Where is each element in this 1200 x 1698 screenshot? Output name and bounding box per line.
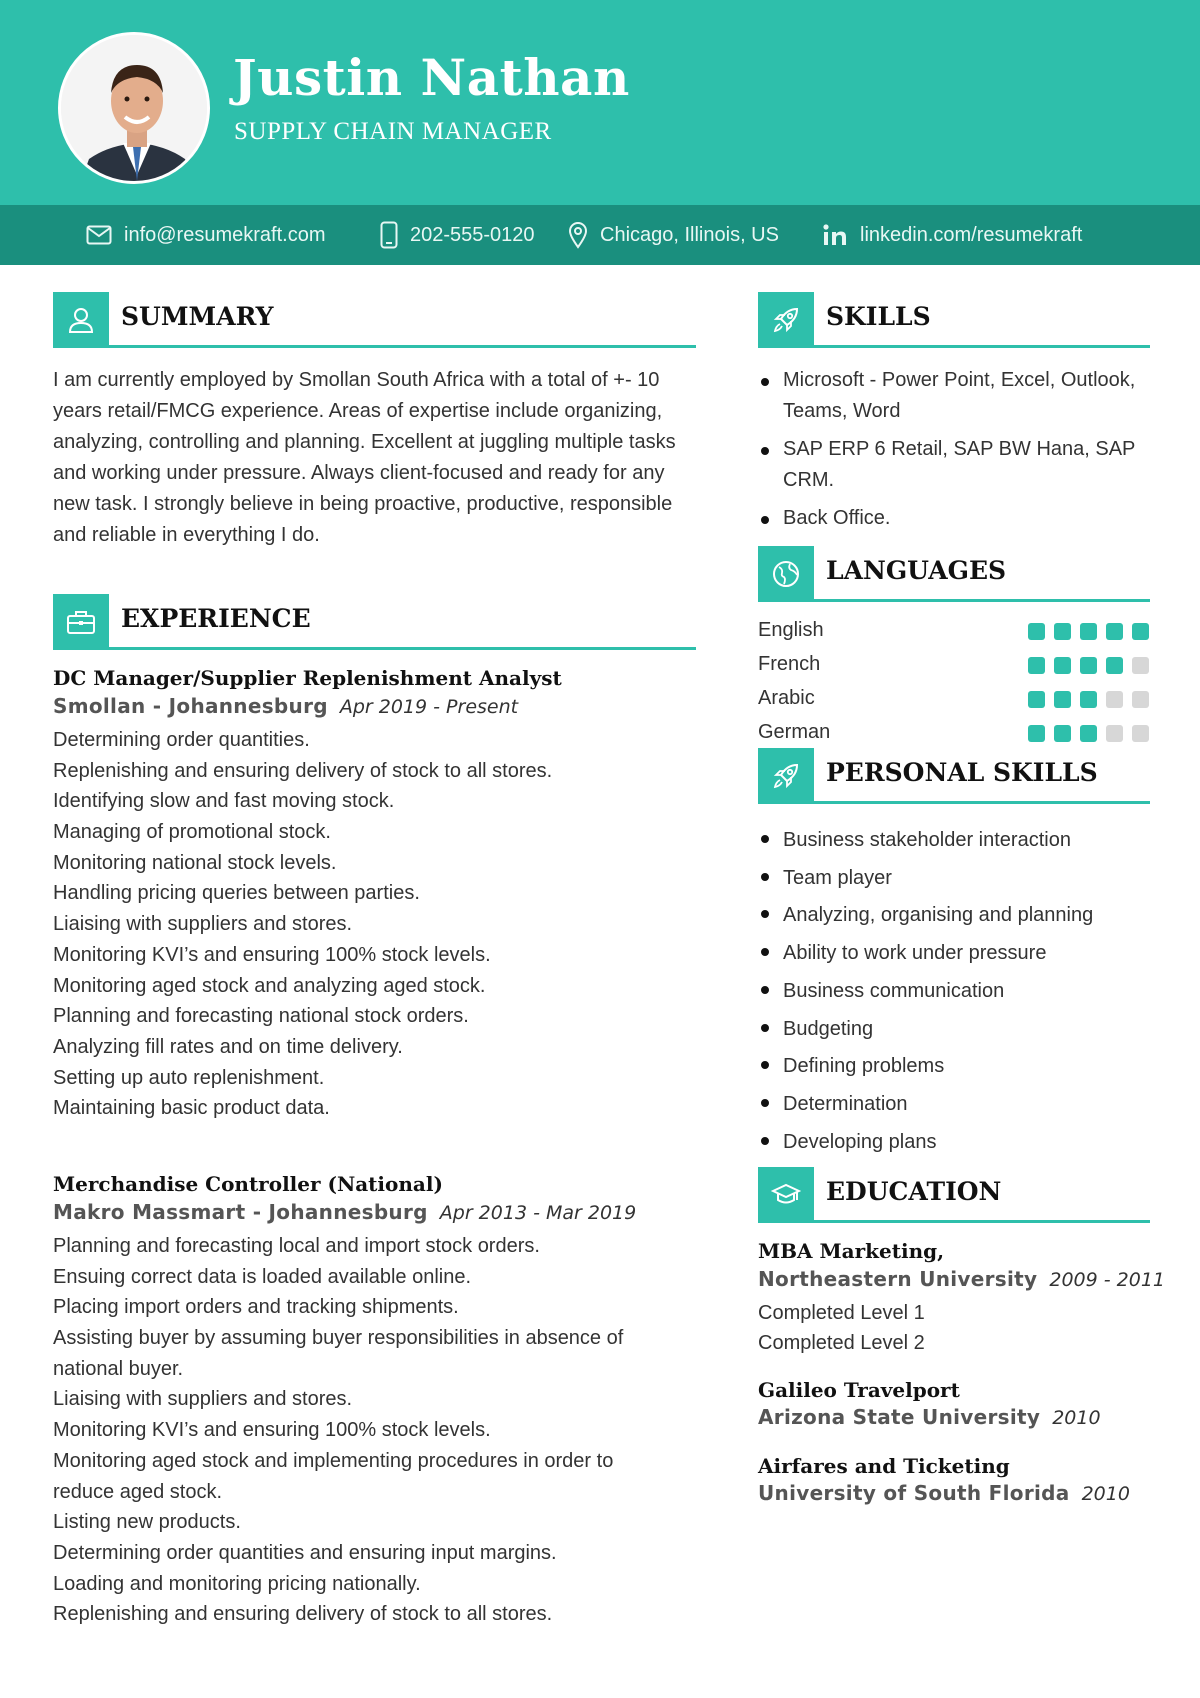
- location-text: Chicago, Illinois, US: [600, 223, 779, 246]
- list-item: Handling pricing queries between parties.: [53, 882, 420, 905]
- education-school: Northeastern University: [758, 1267, 1038, 1291]
- rocket-icon: [771, 761, 801, 791]
- list-item: Loading and monitoring pricing nationally.: [53, 1572, 421, 1595]
- skills-title: SKILLS: [826, 302, 931, 331]
- list-item: SAP ERP 6 Retail, SAP BW Hana, SAP CRM.: [758, 434, 1153, 496]
- job-duties-list: [53, 1231, 623, 1630]
- language-row: [758, 685, 1153, 715]
- rocket-icon: [771, 305, 801, 335]
- list-item: Ability to work under pressure: [758, 935, 1153, 973]
- education-details: [758, 1298, 925, 1358]
- education-title: EDUCATION: [826, 1177, 1002, 1206]
- level-dot-filled: [1028, 725, 1045, 742]
- job-title: Merchandise Controller (National): [53, 1172, 443, 1196]
- education-school: Arizona State University: [758, 1405, 1041, 1429]
- list-item: Monitoring aged stock and implementing procedures in order to: [53, 1449, 614, 1472]
- level-dot-empty: [1132, 725, 1149, 742]
- section-divider: [814, 801, 1150, 804]
- list-item: Maintaining basic product data.: [53, 1097, 330, 1120]
- list-item: Listing new products.: [53, 1511, 241, 1534]
- globe-icon: [771, 559, 801, 589]
- skills-section-header: [758, 292, 1150, 348]
- education-years: 2010: [1081, 1483, 1130, 1505]
- job-employer: Smollan - Johannesburg: [53, 694, 328, 718]
- education-section-header: [758, 1167, 1150, 1223]
- language-level-meter: [1028, 657, 1158, 674]
- level-dot-filled: [1080, 691, 1097, 708]
- phone-icon: [380, 221, 398, 249]
- section-divider: [814, 345, 1150, 348]
- list-item: Assisting buyer by assuming buyer responsibilities in absence of: [53, 1327, 624, 1350]
- job-meta: [53, 694, 518, 718]
- list-item: reduce aged stock.: [53, 1480, 222, 1503]
- experience-section-header: [53, 594, 696, 650]
- education-meta: [758, 1267, 1165, 1291]
- level-dot-filled: [1132, 623, 1149, 640]
- candidate-name: Justin Nathan: [233, 48, 630, 107]
- language-row: [758, 617, 1153, 647]
- list-item: Analyzing fill rates and on time delivery.: [53, 1035, 403, 1058]
- level-dot-filled: [1106, 623, 1123, 640]
- level-dot-filled: [1054, 657, 1071, 674]
- level-dot-filled: [1080, 725, 1097, 742]
- language-name: French: [758, 653, 821, 675]
- linkedin-text: linkedin.com/resumekraft: [860, 223, 1083, 246]
- level-dot-empty: [1132, 657, 1149, 674]
- list-item: Budgeting: [758, 1011, 1153, 1049]
- list-item: Replenishing and ensuring delivery of stock to all stores.: [53, 759, 553, 782]
- job-title: DC Manager/Supplier Replenishment Analyst: [53, 666, 562, 690]
- level-dot-filled: [1028, 623, 1045, 640]
- list-item: Determination: [758, 1086, 1153, 1124]
- level-dot-empty: [1106, 725, 1123, 742]
- list-item: Business stakeholder interaction: [758, 822, 1153, 860]
- list-item: Managing of promotional stock.: [53, 821, 331, 844]
- contact-email[interactable]: [86, 205, 325, 265]
- personal-skills-list: [758, 822, 1153, 1161]
- list-item: Determining order quantities and ensuring input margins.: [53, 1541, 557, 1564]
- job-dates: Apr 2013 - Mar 2019: [439, 1202, 637, 1224]
- list-item: Team player: [758, 860, 1153, 898]
- list-item: Monitoring aged stock and analyzing aged stock.: [53, 974, 486, 997]
- level-dot-filled: [1080, 623, 1097, 640]
- location-pin-icon: [568, 221, 588, 249]
- level-dot-filled: [1054, 691, 1071, 708]
- section-divider: [814, 599, 1150, 602]
- level-dot-filled: [1106, 657, 1123, 674]
- language-level-meter: [1028, 691, 1158, 708]
- list-item: Planning and forecasting national stock orders.: [53, 1005, 469, 1028]
- list-item: Defining problems: [758, 1048, 1153, 1086]
- section-divider: [814, 1220, 1150, 1223]
- level-dot-filled: [1054, 725, 1071, 742]
- list-item: Liaising with suppliers and stores.: [53, 913, 353, 936]
- personal-skills-title: PERSONAL SKILLS: [826, 758, 1098, 787]
- education-degree: MBA Marketing,: [758, 1239, 945, 1263]
- resume-header: [0, 0, 1200, 205]
- contact-bar: [0, 205, 1200, 265]
- list-item: Business communication: [758, 973, 1153, 1011]
- languages-title: LANGUAGES: [826, 556, 1007, 585]
- list-item: Determining order quantities.: [53, 729, 310, 751]
- list-item: national buyer.: [53, 1357, 184, 1380]
- list-item: Microsoft - Power Point, Excel, Outlook, Teams, Word: [758, 365, 1153, 427]
- language-row: [758, 651, 1153, 681]
- list-item: Analyzing, organising and planning: [758, 897, 1153, 935]
- email-text: info@resumekraft.com: [124, 223, 326, 246]
- contact-phone[interactable]: [380, 205, 535, 265]
- language-level-meter: [1028, 725, 1158, 742]
- linkedin-icon: [822, 223, 848, 247]
- language-name: Arabic: [758, 687, 815, 709]
- education-school: University of South Florida: [758, 1481, 1070, 1505]
- list-item: Completed Level 2: [758, 1332, 925, 1354]
- summary-title: SUMMARY: [121, 302, 274, 331]
- language-name: English: [758, 619, 824, 641]
- education-meta: [758, 1405, 1101, 1429]
- list-item: Replenishing and ensuring delivery of stock to all stores.: [53, 1603, 553, 1626]
- job-duties-list: [53, 725, 552, 1124]
- level-dot-filled: [1054, 623, 1071, 640]
- user-icon: [66, 305, 96, 335]
- list-item: Monitoring KVI’s and ensuring 100% stock levels.: [53, 1419, 491, 1442]
- list-item: Identifying slow and fast moving stock.: [53, 790, 395, 813]
- phone-text: 202-555-0120: [410, 223, 535, 246]
- candidate-role: SUPPLY CHAIN MANAGER: [234, 118, 552, 145]
- experience-title: EXPERIENCE: [121, 604, 311, 633]
- skills-list: [758, 365, 1153, 534]
- list-item: Developing plans: [758, 1124, 1153, 1162]
- list-item: Liaising with suppliers and stores.: [53, 1388, 353, 1411]
- education-years: 2009 - 2011: [1049, 1269, 1166, 1291]
- job-employer: Makro Massmart - Johannesburg: [53, 1200, 428, 1224]
- list-item: Placing import orders and tracking shipments.: [53, 1296, 459, 1319]
- section-divider: [109, 345, 696, 348]
- education-meta: [758, 1481, 1130, 1505]
- language-level-meter: [1028, 623, 1158, 640]
- level-dot-empty: [1106, 691, 1123, 708]
- list-item: Monitoring national stock levels.: [53, 851, 337, 874]
- list-item: Ensuing correct data is loaded available online.: [53, 1265, 472, 1288]
- level-dot-filled: [1028, 657, 1045, 674]
- graduation-cap-icon: [771, 1182, 801, 1208]
- level-dot-filled: [1028, 691, 1045, 708]
- list-item: Planning and forecasting local and import stock orders.: [53, 1235, 540, 1257]
- languages-section-header: [758, 546, 1150, 602]
- list-item: Monitoring KVI’s and ensuring 100% stock levels.: [53, 943, 491, 966]
- education-degree: Airfares and Ticketing: [758, 1454, 1010, 1478]
- list-item: Setting up auto replenishment.: [53, 1066, 325, 1089]
- contact-linkedin[interactable]: [822, 205, 1082, 265]
- personal-skills-section-header: [758, 748, 1150, 804]
- list-item: Completed Level 1: [758, 1302, 925, 1324]
- contact-location: [568, 205, 779, 265]
- envelope-icon: [86, 225, 112, 245]
- language-row: [758, 719, 1153, 749]
- level-dot-filled: [1080, 657, 1097, 674]
- level-dot-empty: [1132, 691, 1149, 708]
- job-dates: Apr 2019 - Present: [339, 696, 519, 718]
- language-name: German: [758, 721, 831, 743]
- section-divider: [109, 647, 696, 650]
- list-item: Back Office.: [758, 503, 1153, 534]
- briefcase-icon: [66, 608, 96, 636]
- summary-section-header: [53, 292, 696, 348]
- education-years: 2010: [1052, 1407, 1101, 1429]
- summary-text: I am currently employed by Smollan South Africa with a total of +- 10 years retail/FMCG experience. Areas of expertise include organizing, analyzing, controlling and planning. Excellent at juggling multiple tasks and working under pressure. Always client-focused and ready for any new task. I strongly believe in being proactive, productive, responsible and reliable in everything I do.: [53, 369, 676, 546]
- person-portrait-icon: [58, 32, 210, 184]
- job-meta: [53, 1200, 636, 1224]
- education-degree: Galileo Travelport: [758, 1378, 960, 1402]
